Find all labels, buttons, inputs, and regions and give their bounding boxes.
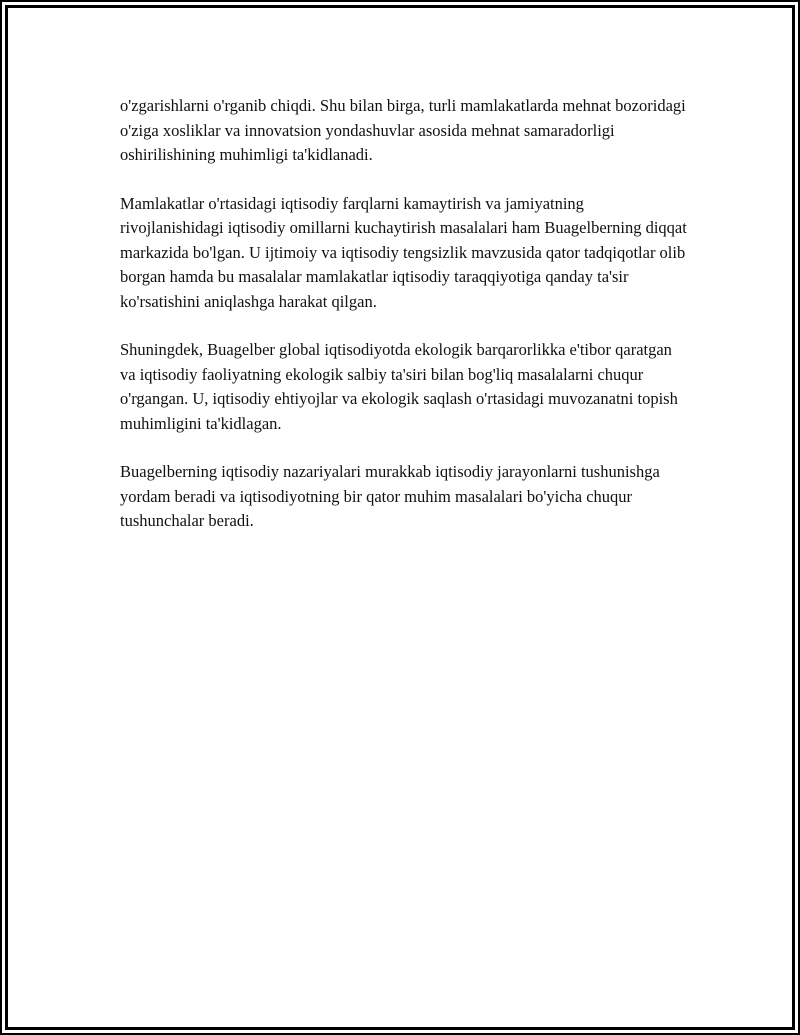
paragraph-1: o'zgarishlarni o'rganib chiqdi. Shu bilan birga, turli mamlakatlarda mehnat bozoridagi o'ziga xosliklar va innovatsion yondashuvlar asosida mehnat samaradorligi oshirilishining muhimligi ta'kidlanadi. bbox=[120, 96, 686, 164]
document-body bbox=[120, 94, 690, 558]
paragraph-2: Mamlakatlar o'rtasidagi iqtisodiy farqlarni kamaytirish va jamiyatning rivojlanishidagi iqtisodiy omillarni kuchaytirish masalalari ham Buagelberning diqqat markazida bo'lgan. U ijtimoiy va iqtisodiy tengsizlik mavzusida qator tadqiqotlar olib borgan hamda bu masalalar mamlakatlar iqtisodiy taraqqiyotiga qanday ta'sir ko'rsatishini aniqlashga harakat qilgan. bbox=[120, 193, 687, 311]
paragraph-4: Buagelberning iqtisodiy nazariyalari murakkab iqtisodiy jarayonlarni tushunishga yordam beradi va iqtisodiyotning bir qator muhim masalalari bo'yicha chuqur tushunchalar beradi. bbox=[120, 462, 660, 530]
paragraph-3: Shuningdek, Buagelber global iqtisodiyotda ekologik barqarorlikka e'tibor qaratgan va iqtisodiy faoliyatning ekologik salbiy ta'siri bilan bog'liq masalalarni chuqur o'rgangan. U, iqtisodiy ehtiyojlar va ekologik saqlash o'rtasidagi muvozanatni topish muhimligini ta'kidlagan. bbox=[120, 340, 678, 433]
